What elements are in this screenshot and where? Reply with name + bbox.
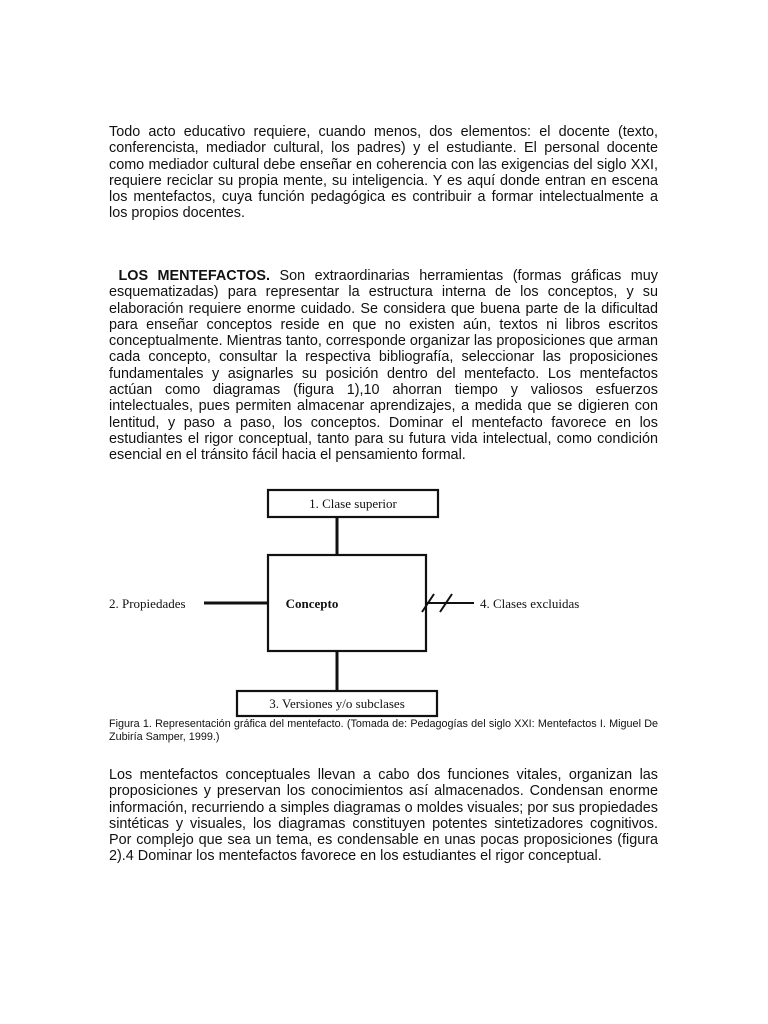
right-label: 4. Clases excluidas xyxy=(480,596,580,611)
section-heading: LOS MENTEFACTOS. xyxy=(118,268,271,284)
mentefactos-body: Son extraordinarias herramientas (formas gráficas muy esquematizadas) para representar la estructura interna de los conceptos, y su elaboración requiere enorme cuidado. Se considera que buena parte de la dificultad para enseñar conceptos reside en que no existen aún, textos ni libros escritos conceptualmente. Mientras tanto, corresponde organizar las proposiciones que arman cada concepto, consultar la respectiva bibliografía, seleccionar las proposiciones fundamentales y asignarles su posición dentro del mentefacto. Los mentefactos actúan como diagramas (figura 1),10 ahorran tiempo y valiosos esfuerzos intelectuales, pues permiten almacenar aprendizajes, a medida que se digieren con lentitud, y paso a paso, los conceptos. Dominar el mentefacto favorece en los estudiantes el rigor conceptual, tanto para su futura vida intelectual, como condición esencial en el tránsito fácil hacia el pensamiento formal. xyxy=(109,268,658,464)
intro-paragraph: Todo acto educativo requiere, cuando menos, dos elementos: el docente (texto, conferencista, mediador cultural, los padres) y el estudiante. El personal docente como mediador cultural debe enseñar en coherencia con las exigencias del siglo XXI, requiere reciclar su propia mente, su inteligencia. Y es aquí donde entran en escena los mentefactos, cuya función pedagógica es contribuir a formar intelectualmente a los propios docentes. xyxy=(109,124,658,222)
mentefacto-diagram xyxy=(100,486,620,718)
bottom-box-label: 3. Versiones y/o subclases xyxy=(269,696,405,711)
figure-caption: Figura 1. Representación gráfica del mentefacto. (Tomada de: Pedagogías del siglo XXI: Mentefactos I. Miguel De Zubiría Samper, 1999.) xyxy=(109,718,658,743)
left-label: 2. Propiedades xyxy=(109,596,186,611)
concept-label: Concepto xyxy=(285,596,339,611)
mentefactos-paragraph xyxy=(109,268,658,464)
conclusion-paragraph: Los mentefactos conceptuales llevan a cabo dos funciones vitales, organizan las proposiciones y preservan los conocimientos así almacenados. Condensan enorme información, recurriendo a simples diagramas o moldes visuales; por sus propiedades sintéticas y visuales, los diagramas constituyen potentes sintetizadores cognitivos. Por complejo que sea un tema, es condensable en unas pocas proposiciones (figura 2).4 Dominar los mentefactos favorece en los estudiantes el rigor conceptual. xyxy=(109,767,658,865)
top-box-label: 1. Clase superior xyxy=(309,496,397,511)
